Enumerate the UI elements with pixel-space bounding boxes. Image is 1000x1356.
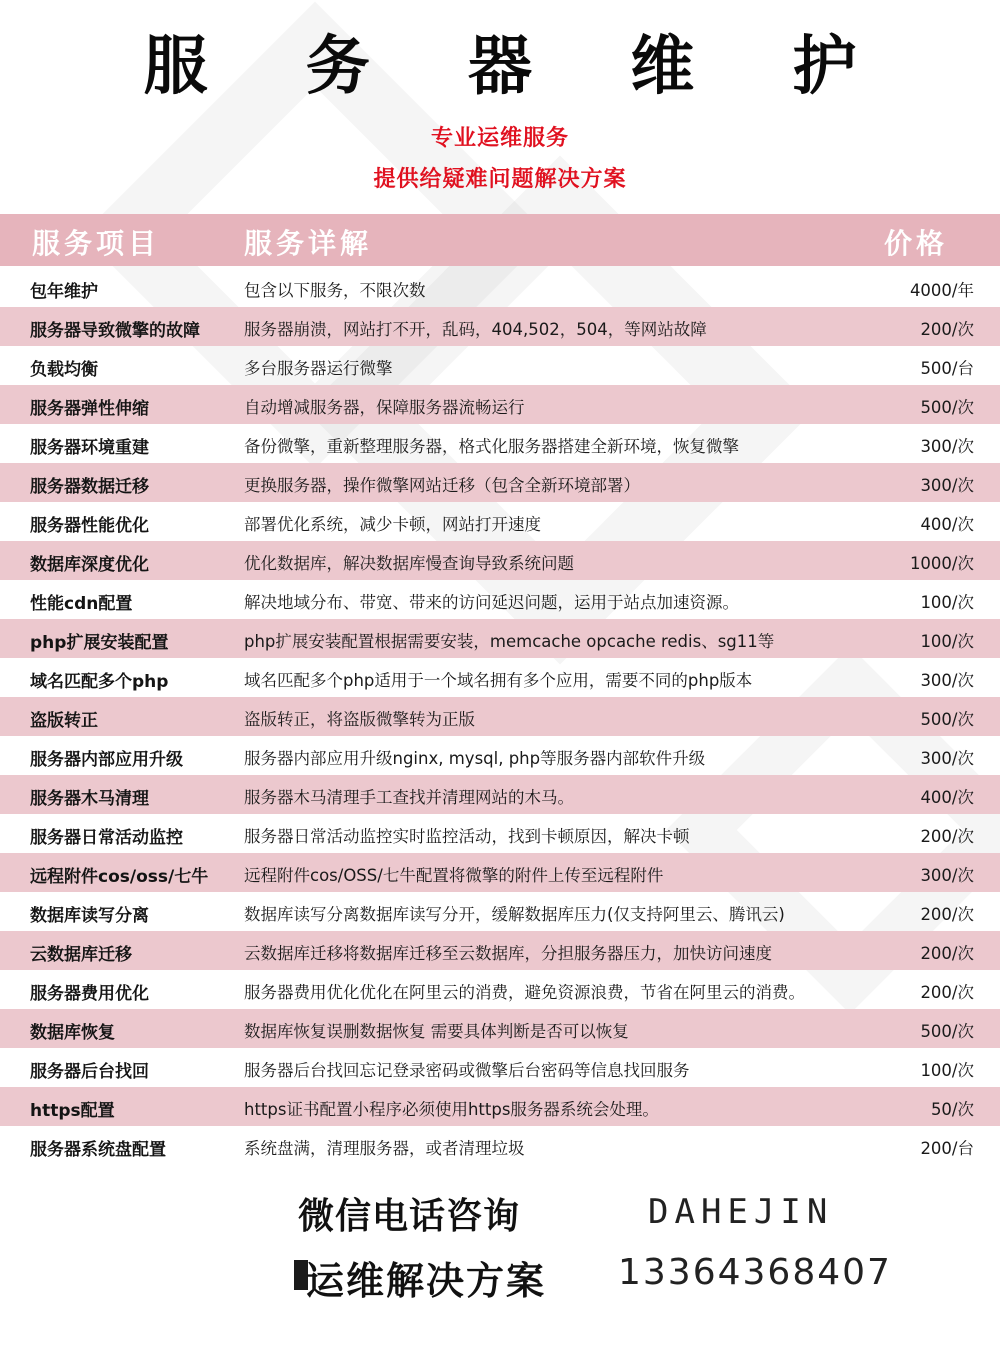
table-row (0, 775, 1000, 814)
table-row (0, 424, 1000, 463)
service-detail: 系统盘满，清理服务器，或者清理垃圾 (244, 1139, 525, 1158)
service-detail: 服务器木马清理手工查找并清理网站的木马。 (244, 788, 574, 807)
table-row (0, 970, 1000, 1009)
table-row (0, 385, 1000, 424)
service-price: 100/次 (920, 1061, 974, 1080)
service-price: 4000/年 (909, 281, 974, 300)
service-detail: 服务器后台找回忘记登录密码或微擎后台密码等信息找回服务 (244, 1061, 690, 1080)
service-detail: php扩展安装配置根据需要安装，memcache opcache redis、sg11等 (244, 632, 775, 651)
service-detail: 域名匹配多个php适用于一个域名拥有多个应用，需要不同的php版本 (244, 671, 753, 690)
service-detail: 备份微擎，重新整理服务器，格式化服务器搭建全新环境，恢复微擎 (244, 437, 739, 456)
table-row (0, 814, 1000, 853)
service-detail: 服务器费用优化优化在阿里云的消费，避免资源浪费，节省在阿里云的消费。 (244, 983, 805, 1002)
table-row (0, 1087, 1000, 1126)
table-row (0, 541, 1000, 580)
service-name: 服务器日常活动监控 (30, 828, 183, 848)
service-price: 500/次 (920, 710, 974, 729)
service-price: 200/次 (920, 983, 974, 1002)
service-detail: https证书配置小程序必须使用https服务器系统会处理。 (244, 1100, 659, 1119)
table-row (0, 736, 1000, 775)
contact-label: 微信电话咨询 (298, 1196, 521, 1237)
service-detail: 多台服务器运行微擎 (244, 359, 393, 378)
subtitle-solutions: 提供给疑难问题解决方案 (373, 167, 627, 192)
service-name: 远程附件cos/oss/七牛 (30, 867, 209, 887)
table-row (0, 892, 1000, 931)
table-row (0, 697, 1000, 736)
service-detail: 解决地域分布、带宽、带来的访问延迟问题，运用于站点加速资源。 (244, 593, 739, 612)
table-row (0, 931, 1000, 970)
phone-number: 13364368407 (618, 1252, 892, 1293)
service-name: 服务器性能优化 (30, 516, 149, 536)
service-price: 300/次 (920, 437, 974, 456)
service-name: 服务器系统盘配置 (30, 1140, 166, 1160)
service-price: 300/次 (920, 671, 974, 690)
service-name: 数据库深度优化 (30, 555, 149, 575)
service-name: 服务器数据迁移 (30, 477, 149, 497)
service-price: 100/次 (920, 632, 974, 651)
contact-label-solution: 运维解决方案 (306, 1259, 547, 1303)
service-name: 服务器导致微擎的故障 (30, 321, 200, 341)
service-price: 200/次 (920, 944, 974, 963)
service-price: 400/次 (920, 788, 974, 807)
service-name: 数据库恢复 (30, 1023, 115, 1043)
service-price: 200/次 (920, 827, 974, 846)
table-row (0, 1009, 1000, 1048)
service-price: 500/次 (920, 398, 974, 417)
service-price: 300/次 (920, 866, 974, 885)
service-name: 服务器木马清理 (30, 789, 149, 809)
service-detail: 部署优化系统，减少卡顿，网站打开速度 (244, 515, 541, 534)
service-detail: 远程附件cos/OSS/七牛配置将微擎的附件上传至远程附件 (244, 866, 664, 885)
wechat-id: DAHEJIN (648, 1192, 834, 1232)
table-row (0, 502, 1000, 541)
service-price: 300/次 (920, 749, 974, 768)
service-name: 服务器费用优化 (30, 984, 149, 1004)
service-detail: 自动增减服务器，保障服务器流畅运行 (244, 398, 525, 417)
service-name: 域名匹配多个php (30, 672, 169, 692)
service-name: 服务器后台找回 (30, 1062, 149, 1082)
service-name: 云数据库迁移 (30, 945, 132, 965)
service-name: 服务器内部应用升级 (30, 750, 183, 770)
service-detail: 更换服务器，操作微擎网站迁移（包含全新环境部署） (244, 476, 640, 495)
service-detail: 服务器内部应用升级nginx, mysql, php等服务器内部软件升级 (244, 749, 706, 768)
table-row (0, 463, 1000, 502)
service-price: 400/次 (920, 515, 974, 534)
service-name: 服务器弹性伸缩 (30, 399, 149, 419)
service-price: 200/台 (920, 1139, 974, 1158)
table-row (0, 268, 1000, 307)
service-price: 200/次 (920, 905, 974, 924)
table-row (0, 346, 1000, 385)
service-name: 数据库读写分离 (30, 906, 149, 926)
service-name: https配置 (30, 1101, 115, 1121)
table-row (0, 580, 1000, 619)
service-detail: 数据库读写分离数据库读写分开，缓解数据库压力(仅支持阿里云、腾讯云) (244, 905, 785, 924)
service-name: 盗版转正 (30, 711, 98, 731)
table-row (0, 1126, 1000, 1165)
header-price: 价格 (884, 227, 949, 260)
subtitle-professional-ops: 专业运维服务 (430, 126, 569, 151)
service-name: 负载均衡 (30, 360, 98, 380)
table-header (0, 214, 1000, 266)
page-title: 服 务 器 维 护 (143, 30, 895, 104)
service-table (0, 268, 1000, 1165)
header-service-item: 服务项目 (32, 227, 161, 260)
service-detail: 服务器崩溃，网站打不开，乱码，404,502，504，等网站故障 (244, 320, 707, 339)
table-row (0, 619, 1000, 658)
service-price: 300/次 (920, 476, 974, 495)
service-detail: 数据库恢复误删数据恢复 需要具体判断是否可以恢复 (244, 1022, 629, 1041)
service-detail: 服务器日常活动监控实时监控活动，找到卡顿原因，解决卡顿 (244, 827, 690, 846)
service-price: 100/次 (920, 593, 974, 612)
table-row (0, 1048, 1000, 1087)
service-price: 1000/次 (909, 554, 974, 573)
service-price: 500/次 (920, 1022, 974, 1041)
header-service-detail: 服务详解 (244, 227, 373, 260)
table-row (0, 307, 1000, 346)
service-detail: 盗版转正，将盗版微擎转为正版 (244, 710, 475, 729)
service-price: 50/次 (930, 1100, 974, 1119)
service-price: 500/台 (920, 359, 974, 378)
service-detail: 包含以下服务，不限次数 (244, 281, 426, 300)
service-name: php扩展安装配置 (30, 633, 169, 653)
service-name: 服务器环境重建 (30, 438, 149, 458)
table-row (0, 853, 1000, 892)
service-name: 性能cdn配置 (30, 594, 133, 614)
service-detail: 云数据库迁移将数据库迁移至云数据库，分担服务器压力，加快访问速度 (244, 944, 772, 963)
table-row (0, 658, 1000, 697)
service-detail: 优化数据库，解决数据库慢查询导致系统问题 (244, 554, 574, 573)
service-name: 包年维护 (30, 282, 98, 302)
service-price: 200/次 (920, 320, 974, 339)
